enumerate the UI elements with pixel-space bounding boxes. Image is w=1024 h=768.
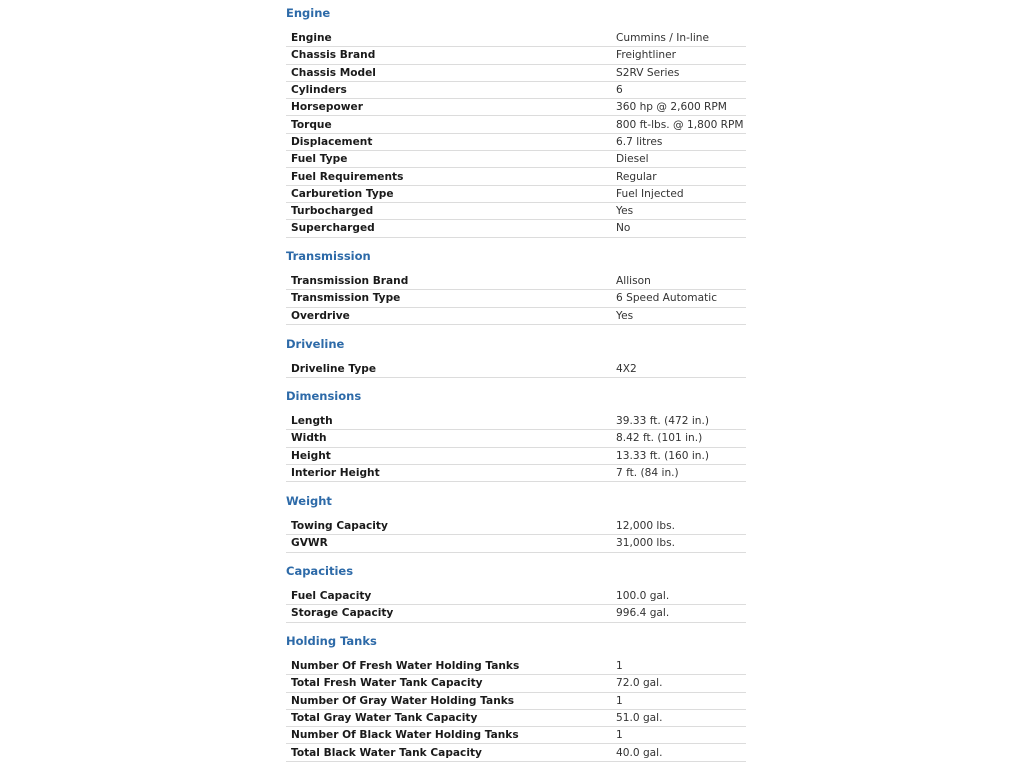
section-heading: Transmission: [286, 249, 371, 263]
spec-row: [286, 361, 746, 378]
spec-value: Regular: [616, 168, 746, 185]
spec-label: Cylinders: [286, 81, 616, 98]
section-heading: Holding Tanks: [286, 634, 377, 648]
spec-table: [286, 588, 746, 623]
spec-label: Fuel Type: [286, 151, 616, 168]
spec-table: [286, 658, 746, 762]
spec-row: [286, 168, 746, 185]
spec-table: [286, 413, 746, 482]
section-heading: Capacities: [286, 564, 354, 578]
section-heading: Weight: [286, 494, 332, 508]
spec-label: Total Gray Water Tank Capacity: [286, 709, 616, 726]
spec-value: Yes: [616, 307, 746, 324]
spec-label: Carburetion Type: [286, 185, 616, 202]
spec-label: Chassis Brand: [286, 47, 616, 64]
spec-value: 31,000 lbs.: [616, 535, 746, 552]
spec-value: 13.33 ft. (160 in.): [616, 447, 746, 464]
spec-label: Chassis Model: [286, 64, 616, 81]
spec-value: Cummins / In-line: [616, 30, 746, 47]
spec-value: 51.0 gal.: [616, 709, 746, 726]
spec-label: Overdrive: [286, 307, 616, 324]
spec-table: [286, 30, 746, 238]
section-heading: Dimensions: [286, 389, 362, 403]
spec-label: Number Of Fresh Water Holding Tanks: [286, 658, 616, 675]
spec-value: S2RV Series: [616, 64, 746, 81]
spec-row: [286, 709, 746, 726]
spec-label: Transmission Brand: [286, 273, 616, 290]
spec-label: Horsepower: [286, 99, 616, 116]
spec-table: [286, 273, 746, 325]
spec-label: Height: [286, 447, 616, 464]
spec-row: [286, 744, 746, 761]
spec-row: [286, 692, 746, 709]
spec-label: Number Of Gray Water Holding Tanks: [286, 692, 616, 709]
spec-label: Width: [286, 430, 616, 447]
spec-row: [286, 81, 746, 98]
spec-row: [286, 447, 746, 464]
spec-value: No: [616, 220, 746, 237]
spec-value: 996.4 gal.: [616, 605, 746, 622]
spec-row: [286, 64, 746, 81]
spec-label: Driveline Type: [286, 361, 616, 378]
spec-label: Total Fresh Water Tank Capacity: [286, 675, 616, 692]
spec-label: Interior Height: [286, 464, 616, 481]
spec-label: Torque: [286, 116, 616, 133]
spec-value: 12,000 lbs.: [616, 518, 746, 535]
spec-row: [286, 518, 746, 535]
spec-value: 800 ft-lbs. @ 1,800 RPM: [616, 116, 746, 133]
spec-row: [286, 413, 746, 430]
spec-value: 4X2: [616, 361, 746, 378]
spec-row: [286, 151, 746, 168]
spec-value: 72.0 gal.: [616, 675, 746, 692]
spec-row: [286, 658, 746, 675]
spec-value: 6: [616, 81, 746, 98]
spec-row: [286, 675, 746, 692]
spec-label: Storage Capacity: [286, 605, 616, 622]
spec-label: Total Black Water Tank Capacity: [286, 744, 616, 761]
spec-row: [286, 30, 746, 47]
spec-value: Allison: [616, 273, 746, 290]
spec-label: Towing Capacity: [286, 518, 616, 535]
spec-value: 1: [616, 658, 746, 675]
spec-row: [286, 133, 746, 150]
spec-row: [286, 185, 746, 202]
spec-table: [286, 518, 746, 553]
spec-value: 6 Speed Automatic: [616, 290, 746, 307]
spec-row: [286, 273, 746, 290]
spec-value: 39.33 ft. (472 in.): [616, 413, 746, 430]
spec-value: 1: [616, 692, 746, 709]
spec-value: 1: [616, 727, 746, 744]
spec-value: 360 hp @ 2,600 RPM: [616, 99, 746, 116]
spec-row: [286, 290, 746, 307]
spec-value: 8.42 ft. (101 in.): [616, 430, 746, 447]
spec-row: [286, 99, 746, 116]
spec-row: [286, 464, 746, 481]
spec-row: [286, 307, 746, 324]
spec-row: [286, 605, 746, 622]
spec-value: 7 ft. (84 in.): [616, 464, 746, 481]
spec-label: Transmission Type: [286, 290, 616, 307]
spec-label: Fuel Capacity: [286, 588, 616, 605]
spec-row: [286, 588, 746, 605]
spec-value: Fuel Injected: [616, 185, 746, 202]
spec-label: Engine: [286, 30, 616, 47]
spec-row: [286, 47, 746, 64]
spec-row: [286, 202, 746, 219]
spec-label: Supercharged: [286, 220, 616, 237]
spec-row: [286, 727, 746, 744]
spec-label: Number Of Black Water Holding Tanks: [286, 727, 616, 744]
spec-label: GVWR: [286, 535, 616, 552]
spec-label: Fuel Requirements: [286, 168, 616, 185]
spec-label: Displacement: [286, 133, 616, 150]
spec-label: Turbocharged: [286, 202, 616, 219]
spec-value: Freightliner: [616, 47, 746, 64]
spec-label: Length: [286, 413, 616, 430]
section-heading: Engine: [286, 6, 331, 20]
spec-row: [286, 535, 746, 552]
spec-value: 40.0 gal.: [616, 744, 746, 761]
spec-value: 6.7 litres: [616, 133, 746, 150]
spec-table: [286, 361, 746, 378]
spec-row: [286, 220, 746, 237]
spec-row: [286, 430, 746, 447]
spec-value: Yes: [616, 202, 746, 219]
section-heading: Driveline: [286, 337, 345, 351]
spec-row: [286, 116, 746, 133]
spec-value: Diesel: [616, 151, 746, 168]
spec-value: 100.0 gal.: [616, 588, 746, 605]
